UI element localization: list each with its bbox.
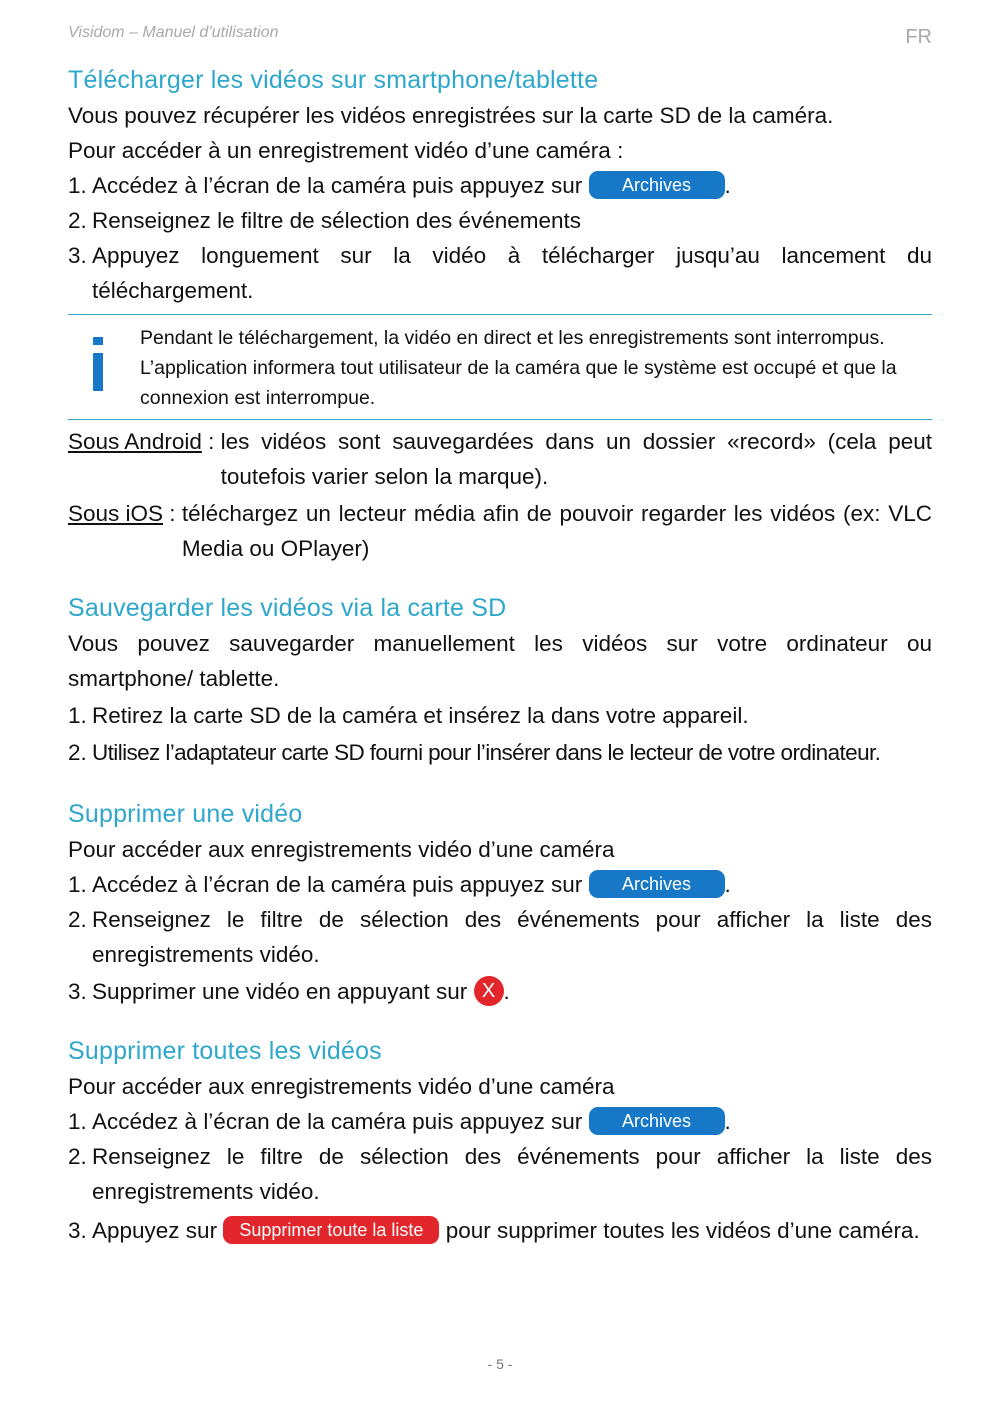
header-title: Visidom – Manuel d’utilisation — [68, 24, 279, 41]
list-number: 2. — [68, 907, 87, 932]
list-text-end: pour supprimer toutes les vidéos d’une caméra. — [445, 1218, 920, 1243]
section-title-sd-backup: Sauvegarder les vidéos via la carte SD — [68, 594, 507, 622]
archives-button[interactable]: Archives — [589, 171, 725, 199]
archives-button[interactable]: Archives — [589, 1107, 725, 1135]
list-number: 1. — [68, 173, 87, 198]
page-content — [68, 62, 932, 1248]
list-text: Utilisez l’adaptateur carte SD fourni pour l’insérer dans le lecteur de votre ordinateur. — [92, 740, 881, 765]
label-separator: : — [163, 501, 182, 526]
list-item — [68, 902, 932, 972]
list-number: 3. — [68, 979, 87, 1004]
list-text-end: . — [724, 173, 731, 198]
ios-text: téléchargez un lecteur média afin de pouvoir regarder les vidéos (ex: VLC Media ou OPlayer) — [181, 501, 932, 561]
label-separator: : — [201, 429, 221, 454]
ios-note — [68, 496, 932, 566]
list-text — [92, 1104, 932, 1139]
list-text-end: . — [724, 1109, 731, 1134]
ios-label-text: Sous iOS — [68, 501, 164, 526]
list-item — [68, 1104, 932, 1139]
list-text: Appuyez longuement sur la vidéo à télécharger jusqu’au lancement du téléchargement. — [92, 243, 932, 303]
paragraph: Vous pouvez sauvegarder manuellement les vidéos sur votre ordinateur ou smartphone/ tablette. — [68, 631, 932, 691]
list-number: 1. — [68, 1109, 87, 1134]
paragraph: Pour accéder aux enregistrements vidéo d’une caméra — [68, 837, 615, 862]
info-icon — [68, 323, 140, 413]
list-text-end: . — [724, 872, 731, 897]
list-item — [68, 203, 932, 238]
paragraph: Vous pouvez récupérer les vidéos enregistrées sur la carte SD de la caméra. — [68, 103, 834, 128]
delete-all-button[interactable]: Supprimer toute la liste — [223, 1216, 439, 1244]
list-number: 1. — [68, 703, 87, 728]
list-text-part: Supprimer une vidéo en appuyant sur — [92, 979, 468, 1004]
list-number: 1. — [68, 872, 87, 897]
header-language: FR — [905, 26, 932, 48]
list-text: Renseignez le filtre de sélection des événements pour afficher la liste des enregistrements vidéo. — [92, 1144, 932, 1204]
list-number: 2. — [68, 208, 87, 233]
list-item — [68, 168, 932, 203]
list-text-part: Appuyez sur — [92, 1218, 218, 1243]
list-text — [92, 867, 932, 902]
section-title-delete-all: Supprimer toutes les vidéos — [68, 1037, 382, 1065]
paragraph: Pour accéder aux enregistrements vidéo d’une caméra — [68, 1074, 615, 1099]
list-text-part: Accédez à l’écran de la caméra puis appuyez sur — [92, 173, 583, 198]
section-title-download: Télécharger les vidéos sur smartphone/tablette — [68, 66, 599, 94]
info-note-text: Pendant le téléchargement, la vidéo en direct et les enregistrements sont interrompus. L’application informera tout utilisateur de la caméra que le système est occupé et que la connexion est interrompue. — [140, 327, 897, 409]
list-number: 2. — [68, 1144, 87, 1169]
ios-label — [68, 496, 182, 566]
list-item — [68, 1139, 932, 1209]
info-note — [68, 314, 932, 420]
list-item — [68, 735, 932, 770]
delete-x-button[interactable]: X — [474, 976, 504, 1006]
page-number: - 5 - — [487, 1356, 513, 1372]
list-text: Renseignez le filtre de sélection des événements — [92, 208, 582, 233]
list-text — [92, 1213, 932, 1248]
list-text: Renseignez le filtre de sélection des événements pour afficher la liste des enregistrements vidéo. — [92, 907, 932, 967]
list-text-part: Accédez à l’écran de la caméra puis appuyez sur — [92, 1109, 583, 1134]
section-title-delete-one: Supprimer une vidéo — [68, 800, 303, 828]
list-number: 3. — [68, 243, 87, 268]
android-text: les vidéos sont sauvegardées dans un dossier «record» (cela peut toutefois varier selon la marque). — [220, 429, 932, 489]
archives-button[interactable]: Archives — [589, 870, 725, 898]
list-text — [92, 168, 932, 203]
list-text-part: Accédez à l’écran de la caméra puis appuyez sur — [92, 872, 583, 897]
android-label-text: Sous Android — [68, 429, 202, 454]
list-item — [68, 1213, 932, 1248]
list-item — [68, 698, 932, 733]
list-item — [68, 867, 932, 902]
paragraph: Pour accéder à un enregistrement vidéo d’une caméra : — [68, 138, 624, 163]
android-note — [68, 424, 932, 494]
list-item — [68, 974, 932, 1009]
list-number: 3. — [68, 1218, 87, 1243]
list-number: 2. — [68, 740, 87, 765]
list-text-end: . — [503, 979, 510, 1004]
android-label — [68, 424, 221, 494]
list-text — [92, 974, 932, 1009]
list-item — [68, 238, 932, 308]
list-text: Retirez la carte SD de la caméra et insérez la dans votre appareil. — [92, 703, 749, 728]
